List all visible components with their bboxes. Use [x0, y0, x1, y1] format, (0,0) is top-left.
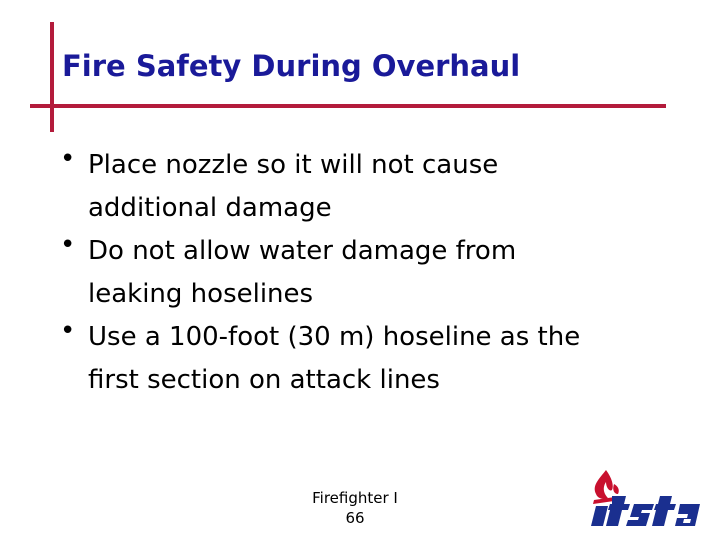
bullet-list	[60, 144, 700, 402]
slide-footer	[282, 488, 428, 528]
bullet-item	[60, 144, 700, 230]
bullet-line: leaking hoselines	[88, 279, 314, 309]
title-rule-vertical	[50, 22, 54, 132]
footer-page-number: 66	[345, 509, 365, 527]
bullet-marker: •	[60, 230, 76, 260]
bullet-line: Place nozzle so it will not cause	[88, 150, 499, 180]
bullet-item	[60, 230, 700, 316]
slide-title: Fire Safety During Overhaul	[62, 49, 521, 83]
bullet-marker: •	[60, 144, 76, 174]
bullet-line: Use a 100-foot (30 m) hoseline as the	[88, 322, 581, 352]
title-rule-horizontal	[30, 104, 666, 108]
bullet-line: first section on attack lines	[88, 365, 440, 395]
bullet-line: additional damage	[88, 193, 332, 223]
bullet-item	[60, 316, 700, 402]
bullet-line: Do not allow water damage from	[88, 236, 517, 266]
ifsta-logo	[588, 466, 704, 528]
footer-course-label: Firefighter I	[312, 489, 398, 507]
bullet-marker: •	[60, 316, 76, 346]
